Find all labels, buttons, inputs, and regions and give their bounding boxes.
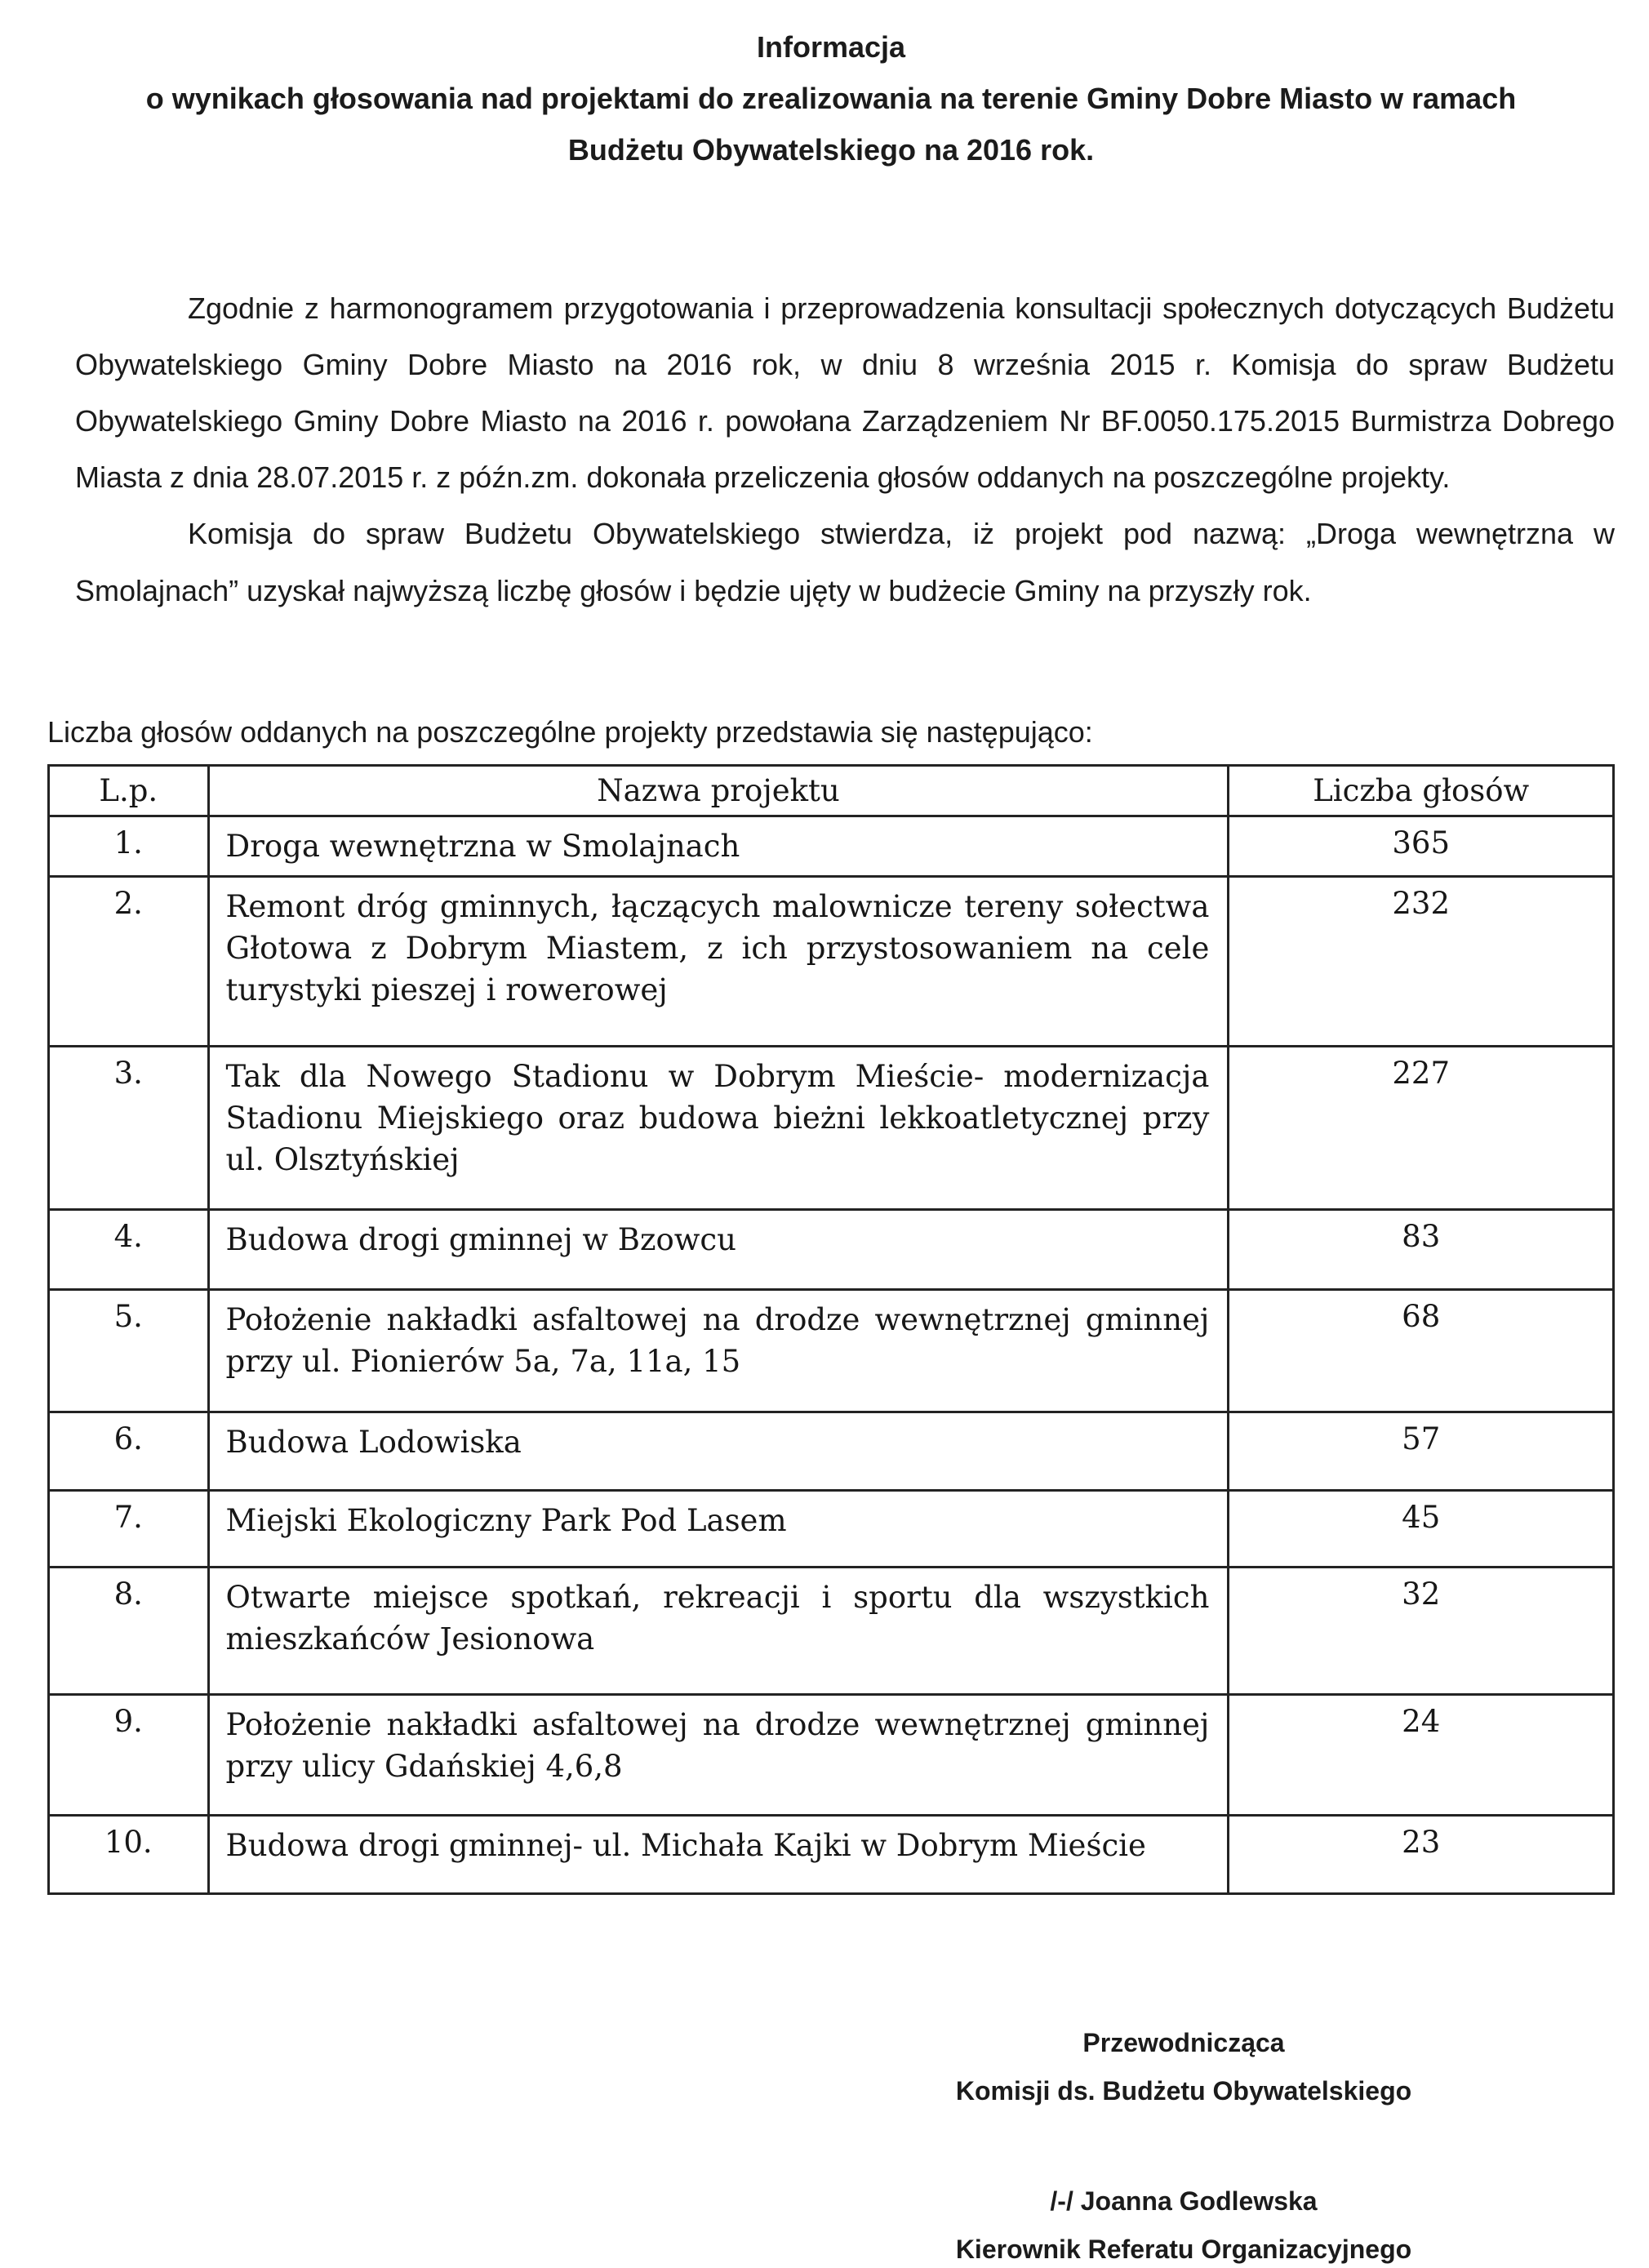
vote-count: 232 [1229,876,1614,1046]
table-intro-text: Liczba głosów oddanych na poszczególne projekty przedstawia się następująco: [47,714,1093,749]
vote-count: 45 [1229,1490,1614,1567]
paragraph-2: Komisja do spraw Budżetu Obywatelskiego stwierdza, iż projekt pod nazwą: „Droga wewnętrzna w Smolajnach” uzyskał najwyższą liczbę głosów i będzie ujęty w budżecie Gminy na przyszły rok. [75,517,1615,607]
signature-role-line1: Przewodnicząca [1082,2027,1285,2057]
row-number: 1. [49,816,209,876]
header-project-name: Nazwa projektu [208,765,1229,816]
vote-count: 24 [1229,1694,1614,1815]
table-row [49,1567,1614,1694]
table-row [49,1694,1614,1815]
signature-title: Kierownik Referatu Organizacyjnego [955,2235,1412,2265]
table-row [49,1490,1614,1567]
vote-count: 68 [1229,1289,1614,1412]
row-number: 2. [49,876,209,1046]
table-row [49,876,1614,1046]
signature-name: /-/ Joanna Godlewska [1050,2186,1318,2217]
table-row [49,1046,1614,1209]
row-number: 10. [49,1815,209,1893]
project-name: Otwarte miejsce spotkań, rekreacji i sportu dla wszystkich mieszkańców Jesionowa [208,1567,1229,1694]
paragraph-1: Zgodnie z harmonogramem przygotowania i przeprowadzenia konsultacji społecznych dotyczących Budżetu Obywatelskiego Gminy Dobre Miasto na 2016 rok, w dniu 8 września 2015 r. Komisja do spraw Budżetu Obywatelskiego Gminy Dobre Miasto na 2016 r. powołana Zarządzeniem Nr BF.0050.175.2015 Burmistrza Dobrego Miasta z dnia 28.07.2015 r. z późn.zm. dokonała przeliczenia głosów oddanych na poszczególne projekty. [75,291,1615,495]
row-number: 6. [49,1412,209,1490]
document-subheading: o wynikach głosowania nad projektami do zrealizowania na terenie Gminy Dobre Miasto w ramach Budżetu Obywatelskiego na 2016 rok. [145,82,1517,167]
table-row [49,1815,1614,1893]
vote-count: 23 [1229,1815,1614,1893]
project-name: Tak dla Nowego Stadionu w Dobrym Mieście- modernizacja Stadionu Miejskiego oraz budowa bieżni lekkoatletycznej przy ul. Olsztyńskiej [208,1046,1229,1209]
row-number: 5. [49,1289,209,1412]
vote-count: 83 [1229,1209,1614,1289]
table-row [49,1289,1614,1412]
project-name: Miejski Ekologiczny Park Pod Lasem [208,1490,1229,1567]
document-heading: Informacja [756,30,906,64]
table-row [49,1209,1614,1289]
row-number: 7. [49,1490,209,1567]
table-header-row [49,765,1614,816]
vote-count: 365 [1229,816,1614,876]
row-number: 4. [49,1209,209,1289]
signature-role-line2: Komisji ds. Budżetu Obywatelskiego [955,2075,1412,2106]
header-lp: L.p. [49,765,209,816]
row-number: 3. [49,1046,209,1209]
project-name: Budowa drogi gminnej w Bzowcu [208,1209,1229,1289]
project-name: Budowa drogi gminnej- ul. Michała Kajki w Dobrym Mieście [208,1815,1229,1893]
signature-block [870,2019,1497,2268]
header-vote-count: Liczba głosów [1229,765,1614,816]
table-row [49,816,1614,876]
row-number: 8. [49,1567,209,1694]
document-body [75,280,1615,619]
vote-count: 57 [1229,1412,1614,1490]
table-row [49,1412,1614,1490]
results-table [47,764,1615,1895]
vote-count: 32 [1229,1567,1614,1694]
vote-count: 227 [1229,1046,1614,1209]
document-title-block [113,21,1549,176]
project-name: Remont dróg gminnych, łączących malownicze tereny sołectwa Głotowa z Dobrym Miastem, z ich przystosowaniem na cele turystyki pieszej i rowerowej [208,876,1229,1046]
row-number: 9. [49,1694,209,1815]
project-name: Położenie nakładki asfaltowej na drodze wewnętrznej gminnej przy ul. Pionierów 5a, 7a, 11a, 15 [208,1289,1229,1412]
project-name: Budowa Lodowiska [208,1412,1229,1490]
project-name: Położenie nakładki asfaltowej na drodze wewnętrznej gminnej przy ulicy Gdańskiej 4,6,8 [208,1694,1229,1815]
project-name: Droga wewnętrzna w Smolajnach [208,816,1229,876]
